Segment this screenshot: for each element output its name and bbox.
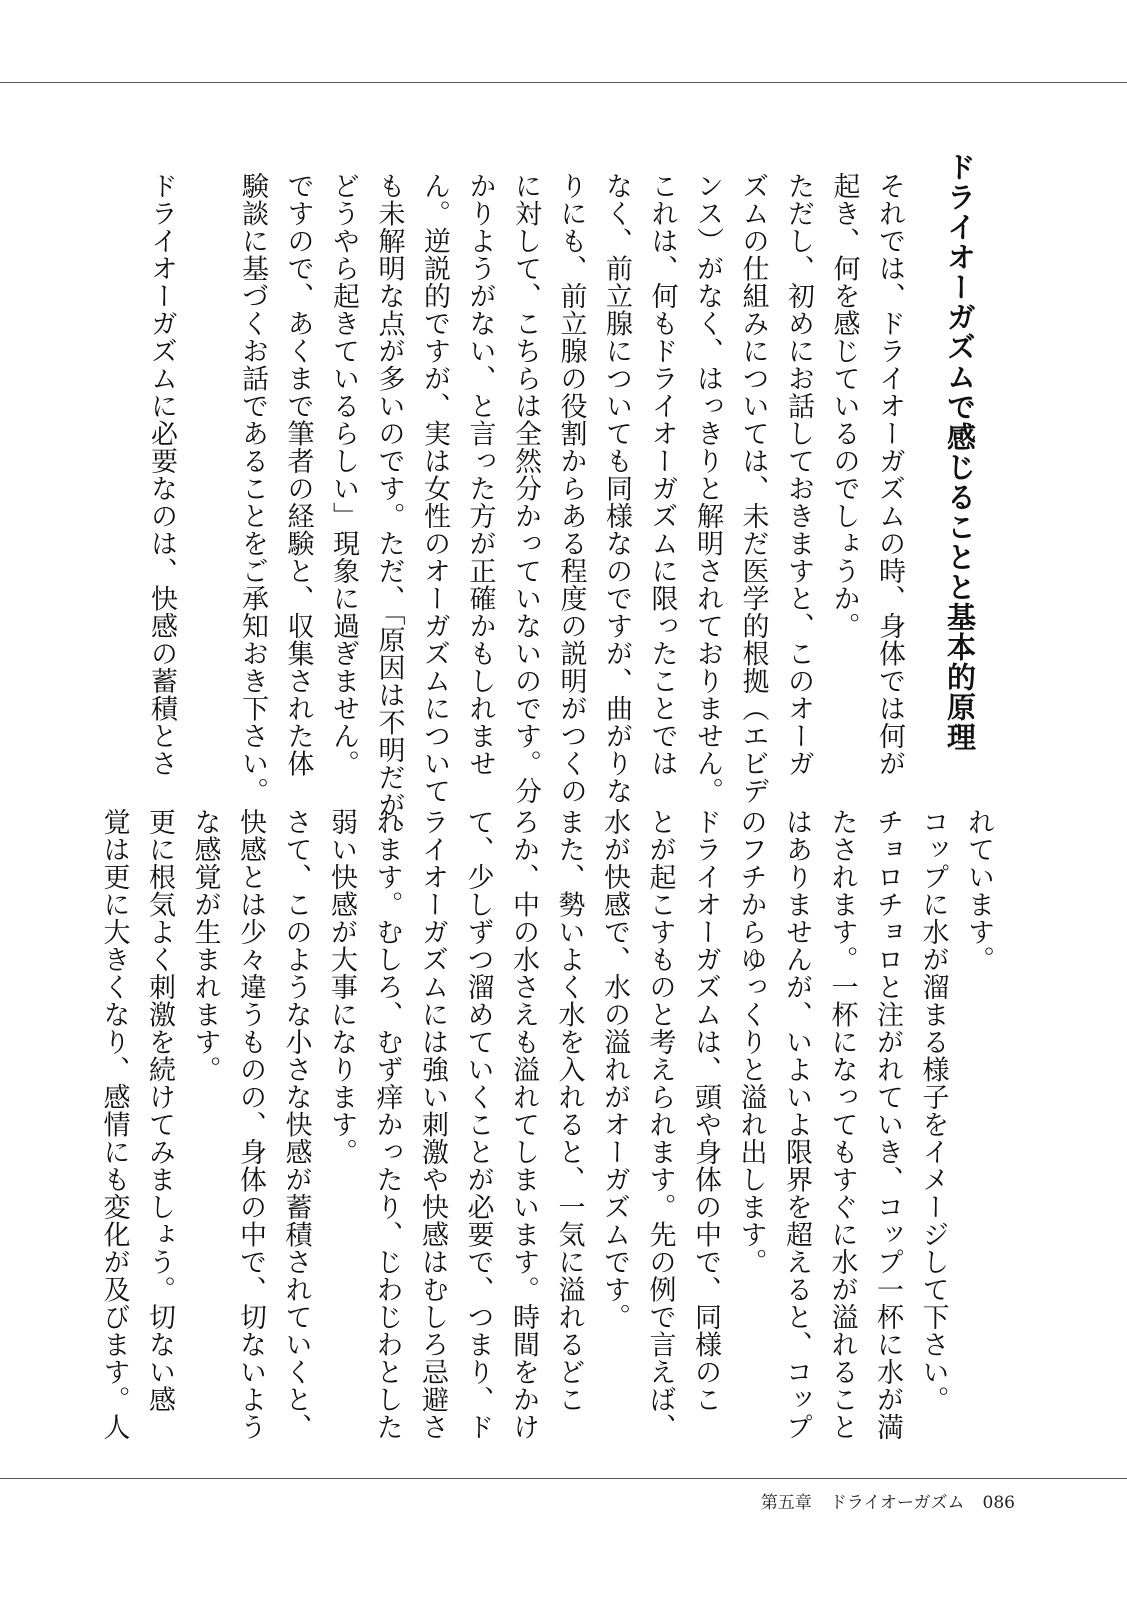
text-column: ライオーガズムには強い刺激や快感はむしろ忌避さ [417, 808, 448, 1441]
text-column: 更に根気よく刺激を続けてみましょう。切ない感 [144, 808, 175, 1413]
text-column: も未解明な点が多いのです。ただ、「原因は不明だが、 [373, 172, 405, 846]
text-column: ズムの仕組みについては、未だ医学的根拠（エビデ [737, 172, 769, 805]
text-column: とが起こすものと考えられます。先の例で言えば、 [644, 808, 676, 1441]
text-column: ろか、中の水さえも溢れてしまいます。時間をかけ [508, 808, 539, 1441]
text-column: ですので、あくまで筆者の経験と、収集された体 [282, 172, 314, 777]
text-column: ただし、初めにお話しておきますと、このオーガ [783, 172, 814, 777]
text-column: さて、このような小さな快感が蓄積されていくと、 [280, 808, 312, 1441]
text-column: たされます。一杯になってもすぐに水が溢れること [826, 808, 858, 1441]
text-column: ンス）がなく、はっきりと解明されておりません。 [692, 172, 723, 805]
top-rule [0, 82, 1127, 83]
text-column: どうやら起きているらしい」現象に過ぎません。 [328, 172, 359, 777]
text-column: のフチからゆっくりと溢れ出します。 [735, 808, 767, 1276]
text-column: ん。逆説的ですが、実は女性のオーガズムについて [419, 172, 450, 805]
blank-column [184, 172, 230, 757]
text-column: ドライオーガズムに必要なのは、快感の蓄積とさ [146, 172, 177, 777]
chapter-title: ドライオーガズム [829, 1493, 965, 1513]
text-column: りにも、前立腺の役割からある程度の説明がつくの [555, 172, 587, 805]
text-column: 弱い快感が大事になります。 [326, 808, 357, 1166]
lower-text-block [91, 808, 1001, 1441]
bottom-rule [0, 1478, 1127, 1479]
text-column: な感覚が生まれます。 [189, 808, 221, 1083]
chapter-label: 第五章 [760, 1493, 812, 1513]
text-column: コップに水が溜まる様子をイメージして下さい。 [917, 808, 949, 1413]
text-column: 水が快感で、水の溢れがオーガズムです。 [599, 808, 630, 1331]
text-column: チョロチョロと注がれていき、コップ一杯に水が満 [872, 808, 903, 1441]
text-column: 快感とは少々違うものの、身体の中で、切ないよう [235, 808, 266, 1441]
text-column: 覚は更に大きくなり、感情にも変化が及びます。人 [98, 808, 130, 1441]
text-column: これは、何もドライオーガズムに限ったことでは [646, 172, 678, 777]
upper-text-block [139, 172, 913, 846]
text-column: 験談に基づくお話であることをご承知おき下さい。 [237, 172, 268, 805]
text-column: れます。むしろ、むず痒かったり、じわじわとした [371, 808, 403, 1441]
text-column: かりようがない、と言った方が正確かもしれませ [464, 172, 496, 777]
text-column: ドライオーガズムは、頭や身体の中で、同様のこ [690, 808, 721, 1413]
text-column: それでは、ドライオーガズムの時、身体では何が [874, 172, 905, 777]
text-column: なく、前立腺についても同様なのですが、曲がりな [601, 172, 632, 805]
text-column: はありませんが、いよいよ限界を超えると、コップ [781, 808, 812, 1441]
page-footer [761, 1480, 1015, 1526]
text-column: また、勢いよく水を入れると、一気に溢れるどこ [553, 808, 585, 1413]
section-heading: ドライオーガズムで感じることと基本的原理 [943, 152, 977, 752]
page-number: 086 [982, 1493, 1015, 1513]
text-column: て、少しずつ溜めていくことが必要で、つまり、ド [462, 808, 494, 1441]
text-column: れています。 [963, 808, 994, 973]
text-column: に対して、こちらは全然分かっていないのです。分 [510, 172, 541, 805]
text-column: 起き、何を感じているのでしょうか。 [828, 172, 860, 640]
